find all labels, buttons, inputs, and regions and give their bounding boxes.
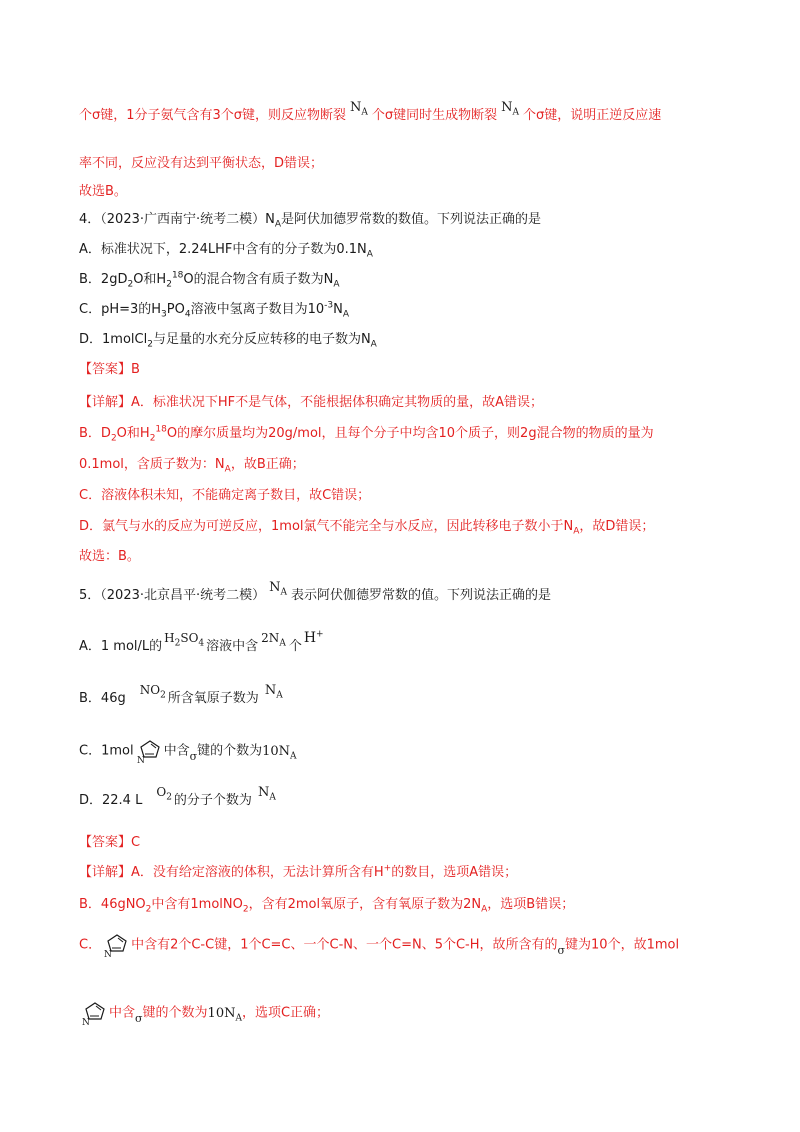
pyrrole-n-label: N: [136, 756, 145, 764]
question-5-explanation: C． N 中含有2个C-C键，1个C=C、一个C-N、一个C=N、5个C-H，故所含有的$_\sigma$键为10个，故1mol: [79, 932, 679, 958]
question-4-explanation: 故选：B。: [79, 549, 140, 564]
question-5-explanation: B．46gNO$_2$中含有1molNO$_2$，含有2mol氧原子，含有氧原子数为$2N_A$，选项B错误；: [79, 897, 575, 915]
question-4-explanation: B．$D_2O$和$H_2^{18}O$的摩尔质量均为20g/mol，且每个分子中均含10个质子，则2g混合物的物质的量为: [79, 424, 654, 444]
na-symbol: $N_A$: [501, 100, 520, 118]
sigma-count: $10N_A$: [262, 743, 297, 762]
question-4-option-a: A．标准状况下，2.24LHF中含有的分子数为$0.1N_A$: [79, 242, 373, 260]
question-5-explanation: 【详解】A．没有给定溶液的体积，无法计算所含有H+的数目，选项A错误；: [79, 863, 518, 880]
question-5-stem: 5．（2023·北京昌平·统考二模）$N_A$ 表示阿伏伽德罗常数的值。下列说法正确的是: [79, 580, 552, 603]
question-5-option-c: C．1mol N 中含$_\sigma$键的个数为$10N_A$: [79, 738, 297, 764]
no2-formula: $NO_2$: [139, 683, 166, 701]
question-4-explanation: D．氯气与水的反应为可逆反应，1mol氯气不能完全与水反应，因此转移电子数小于$N_A$，故D错误；: [79, 519, 655, 537]
question-4-answer: 【答案】B: [79, 362, 140, 377]
na-symbol: $N_A$: [269, 580, 287, 598]
na-symbol: $N_A$: [350, 100, 368, 118]
question-4-stem: 4．（2023·广西南宁·统考二模）$N_A$是阿伏加德罗常数的数值。下列说法正确的是: [79, 212, 542, 230]
na-symbol: $N_A$: [264, 683, 283, 701]
h-plus-ion: H+: [303, 629, 324, 646]
question-4-explanation: C．溶液体积未知，不能确定离子数目，故C错误；: [79, 488, 371, 503]
question-4-option-b: B．$2gD_2O$和$H_2^{18}O$的混合物含有质子数为$N_A$: [79, 270, 340, 290]
pyrrole-ring-icon: [101, 932, 131, 958]
o2-formula: $O_2$: [156, 785, 172, 803]
text-line: 个σ键，1分子氨气含有3个σ键，则反应物断裂$N_A$ 个σ键同时生成物断裂$N_A$ 个σ键，说明正逆反应速: [79, 100, 662, 123]
question-4-option-d: D．1molCl$_2$与足量的水充分反应转移的电子数为$N_A$: [79, 332, 377, 350]
question-4-option-c: C．pH=3的$H_3PO_4$溶液中氢离子数目为$10^{-3}N_A$: [79, 300, 350, 320]
text-line: 故选B。: [79, 184, 127, 199]
2na-value: $2N_A$: [261, 631, 286, 649]
question-5-explanation: N 中含$_\sigma$键的个数为$10N_A$，选项C正确；: [79, 1000, 329, 1026]
question-5-option-a: A．1 mol/L的$H_2SO_4$ 溶液中含$2N_A$ 个H+: [79, 629, 324, 654]
pyrrole-ring-icon: [134, 738, 164, 764]
pyrrole-ring-icon: [79, 1000, 109, 1026]
question-5-option-d: D．22.4 $LO_2$ 的分子个数为$N_A$: [79, 785, 276, 808]
question-5-option-b: B．46gNO$_2$ 所含氧原子数为$N_A$: [79, 683, 283, 706]
text-line: 率不同，反应没有达到平衡状态，D错误；: [79, 156, 324, 171]
pyrrole-n-label: N: [104, 950, 112, 958]
question-4-explanation: 0.1mol，含质子数为：$N_A$，故B正确；: [79, 457, 305, 475]
question-4-explanation: 【详解】A．标准状况下HF不是气体，不能根据体积确定其物质的量，故A错误；: [79, 395, 544, 410]
question-5-answer: 【答案】C: [79, 835, 141, 850]
h2so4-formula: $H_2SO_4$: [164, 631, 205, 649]
na-symbol: $N_A$: [257, 785, 276, 803]
sigma-count: $10N_A$: [207, 1005, 242, 1024]
pyrrole-n-label: N: [82, 1018, 90, 1026]
